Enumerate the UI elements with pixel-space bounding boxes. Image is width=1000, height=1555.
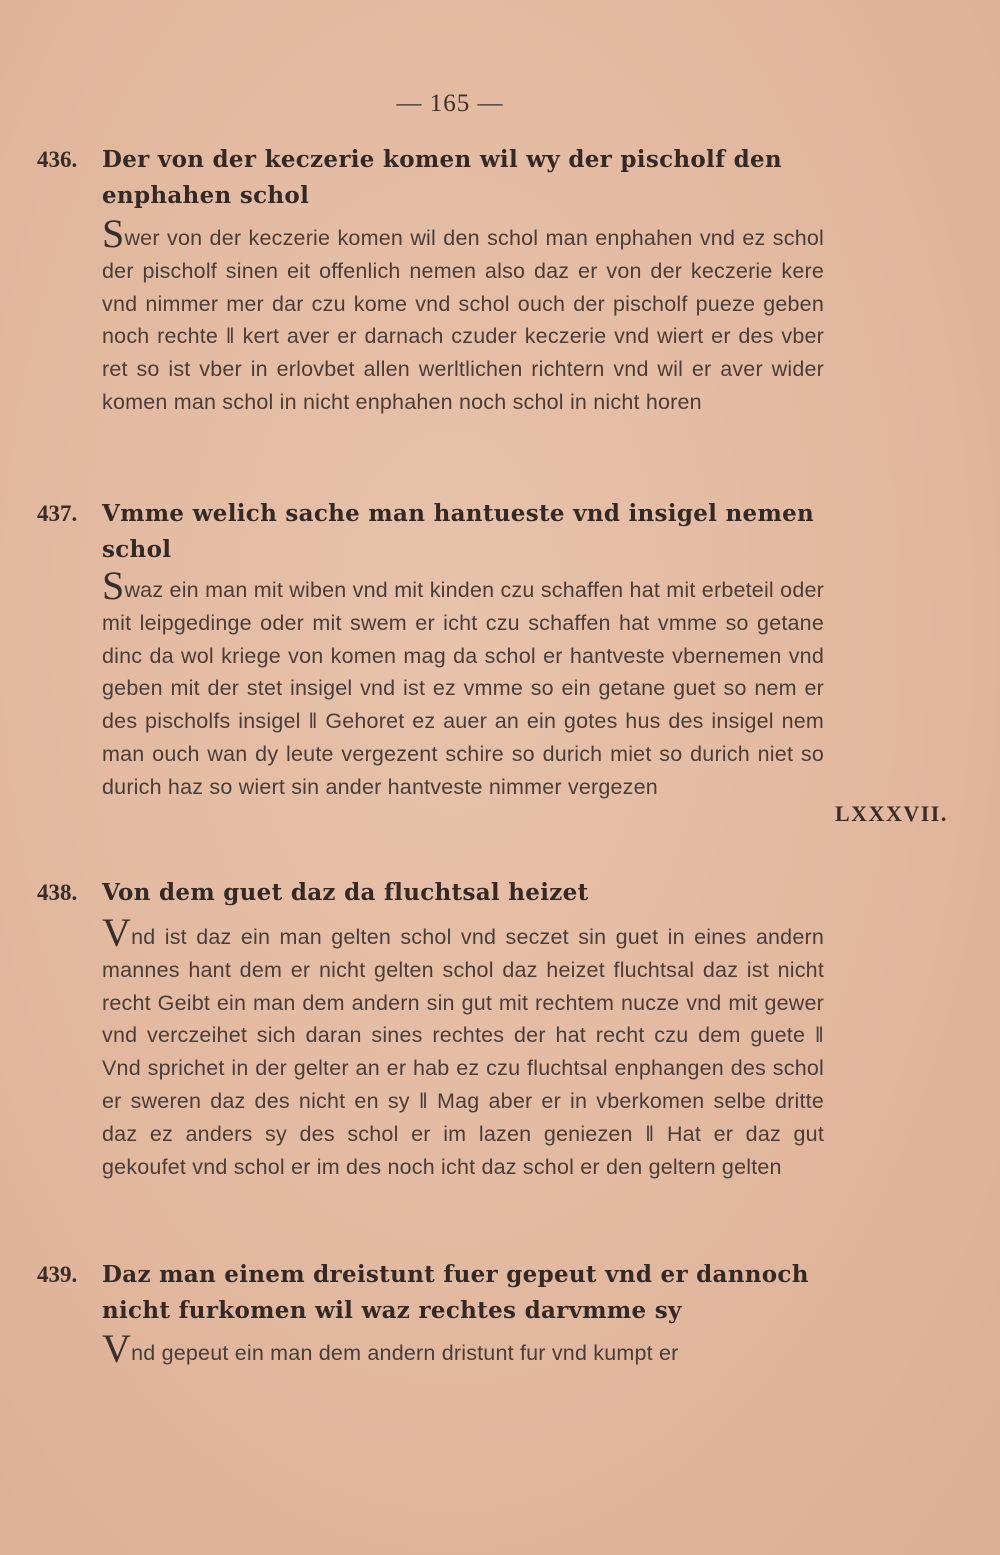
page-number: — 165 — <box>396 90 504 117</box>
section-text <box>102 910 824 1183</box>
section-body: nd ist daz ein man gelten schol vnd seczet sin guet in eines andern mannes hant dem er nicht gelten schol daz heizet fluchtsal daz ist nicht recht Geibt ein man dem andern sin gut mit rechtem nucze vnd mit gewer vnd verczeihet sich daran sines rechtes der hat recht czu dem guete ‖ Vnd sprichet in der gelter an er hab ez czu fluchtsal enphangen des schol er sweren daz des nicht en sy ‖ Mag aber er in vberkomen selbe dritte daz ez anders sy des schol er im lazen geniezen ‖ Hat er daz gut gekoufet vnd schol er im des noch icht daz schol er den geltern gelten <box>102 925 824 1179</box>
section-number: 436. <box>37 147 78 172</box>
section-number: 439. <box>37 1262 78 1287</box>
initial-letter: V <box>102 1326 132 1371</box>
margin-note: LXXXVII. <box>835 801 948 826</box>
section-title: Der von der keczerie komen wil wy der pischolf den enphahen schol <box>102 146 782 209</box>
section-text <box>102 563 824 804</box>
initial-letter: S <box>102 563 125 608</box>
section-number: 438. <box>37 880 78 905</box>
initial-letter: V <box>102 910 132 955</box>
section-body: waz ein man mit wiben vnd mit kinden czu schaffen hat mit erbeteil oder mit leipgedinge oder mit swem er icht czu schaffen hat vmme so getane dinc da wol kriege von komen mag da schol er hantveste vbernemen vnd geben mit der stet insigel vnd ist ez vmme so ein getane guet so nem er des pischolfs insigel ‖ Gehoret ez auer an ein gotes hus des insigel nem man ouch wan dy leute vergezent schire so durich miet so durich niet so durich haz so wiert sin ander hantveste nimmer vergezen <box>102 578 824 799</box>
section-text <box>102 211 824 419</box>
section-body: nd gepeut ein man dem andern dristunt fur vnd kumpt er <box>131 1341 679 1365</box>
initial-letter: S <box>102 211 125 256</box>
section-number: 437. <box>37 501 78 526</box>
section-body: wer von der keczerie komen wil den schol man enphahen vnd ez schol der pischolf sinen eit offenlich nemen also daz er von der keczerie kere vnd nimmer mer dar czu kome vnd schol ouch der pischolf pueze geben noch rechte ‖ kert aver er darnach czuder keczerie vnd wiert er des vber ret so ist vber in erlovbet allen werltlichen richtern vnd wil er aver wider komen man schol in nicht enphahen noch schol in nicht horen <box>102 226 824 414</box>
section-title: Von dem guet daz da fluchtsal heizet <box>102 879 589 906</box>
section-title: Vmme welich sache man hantueste vnd insigel nemen schol <box>102 500 815 563</box>
section-text <box>102 1326 824 1371</box>
section-title: Daz man einem dreistunt fuer gepeut vnd er dannoch nicht furkomen wil waz rechtes darvmme sy <box>102 1261 809 1324</box>
